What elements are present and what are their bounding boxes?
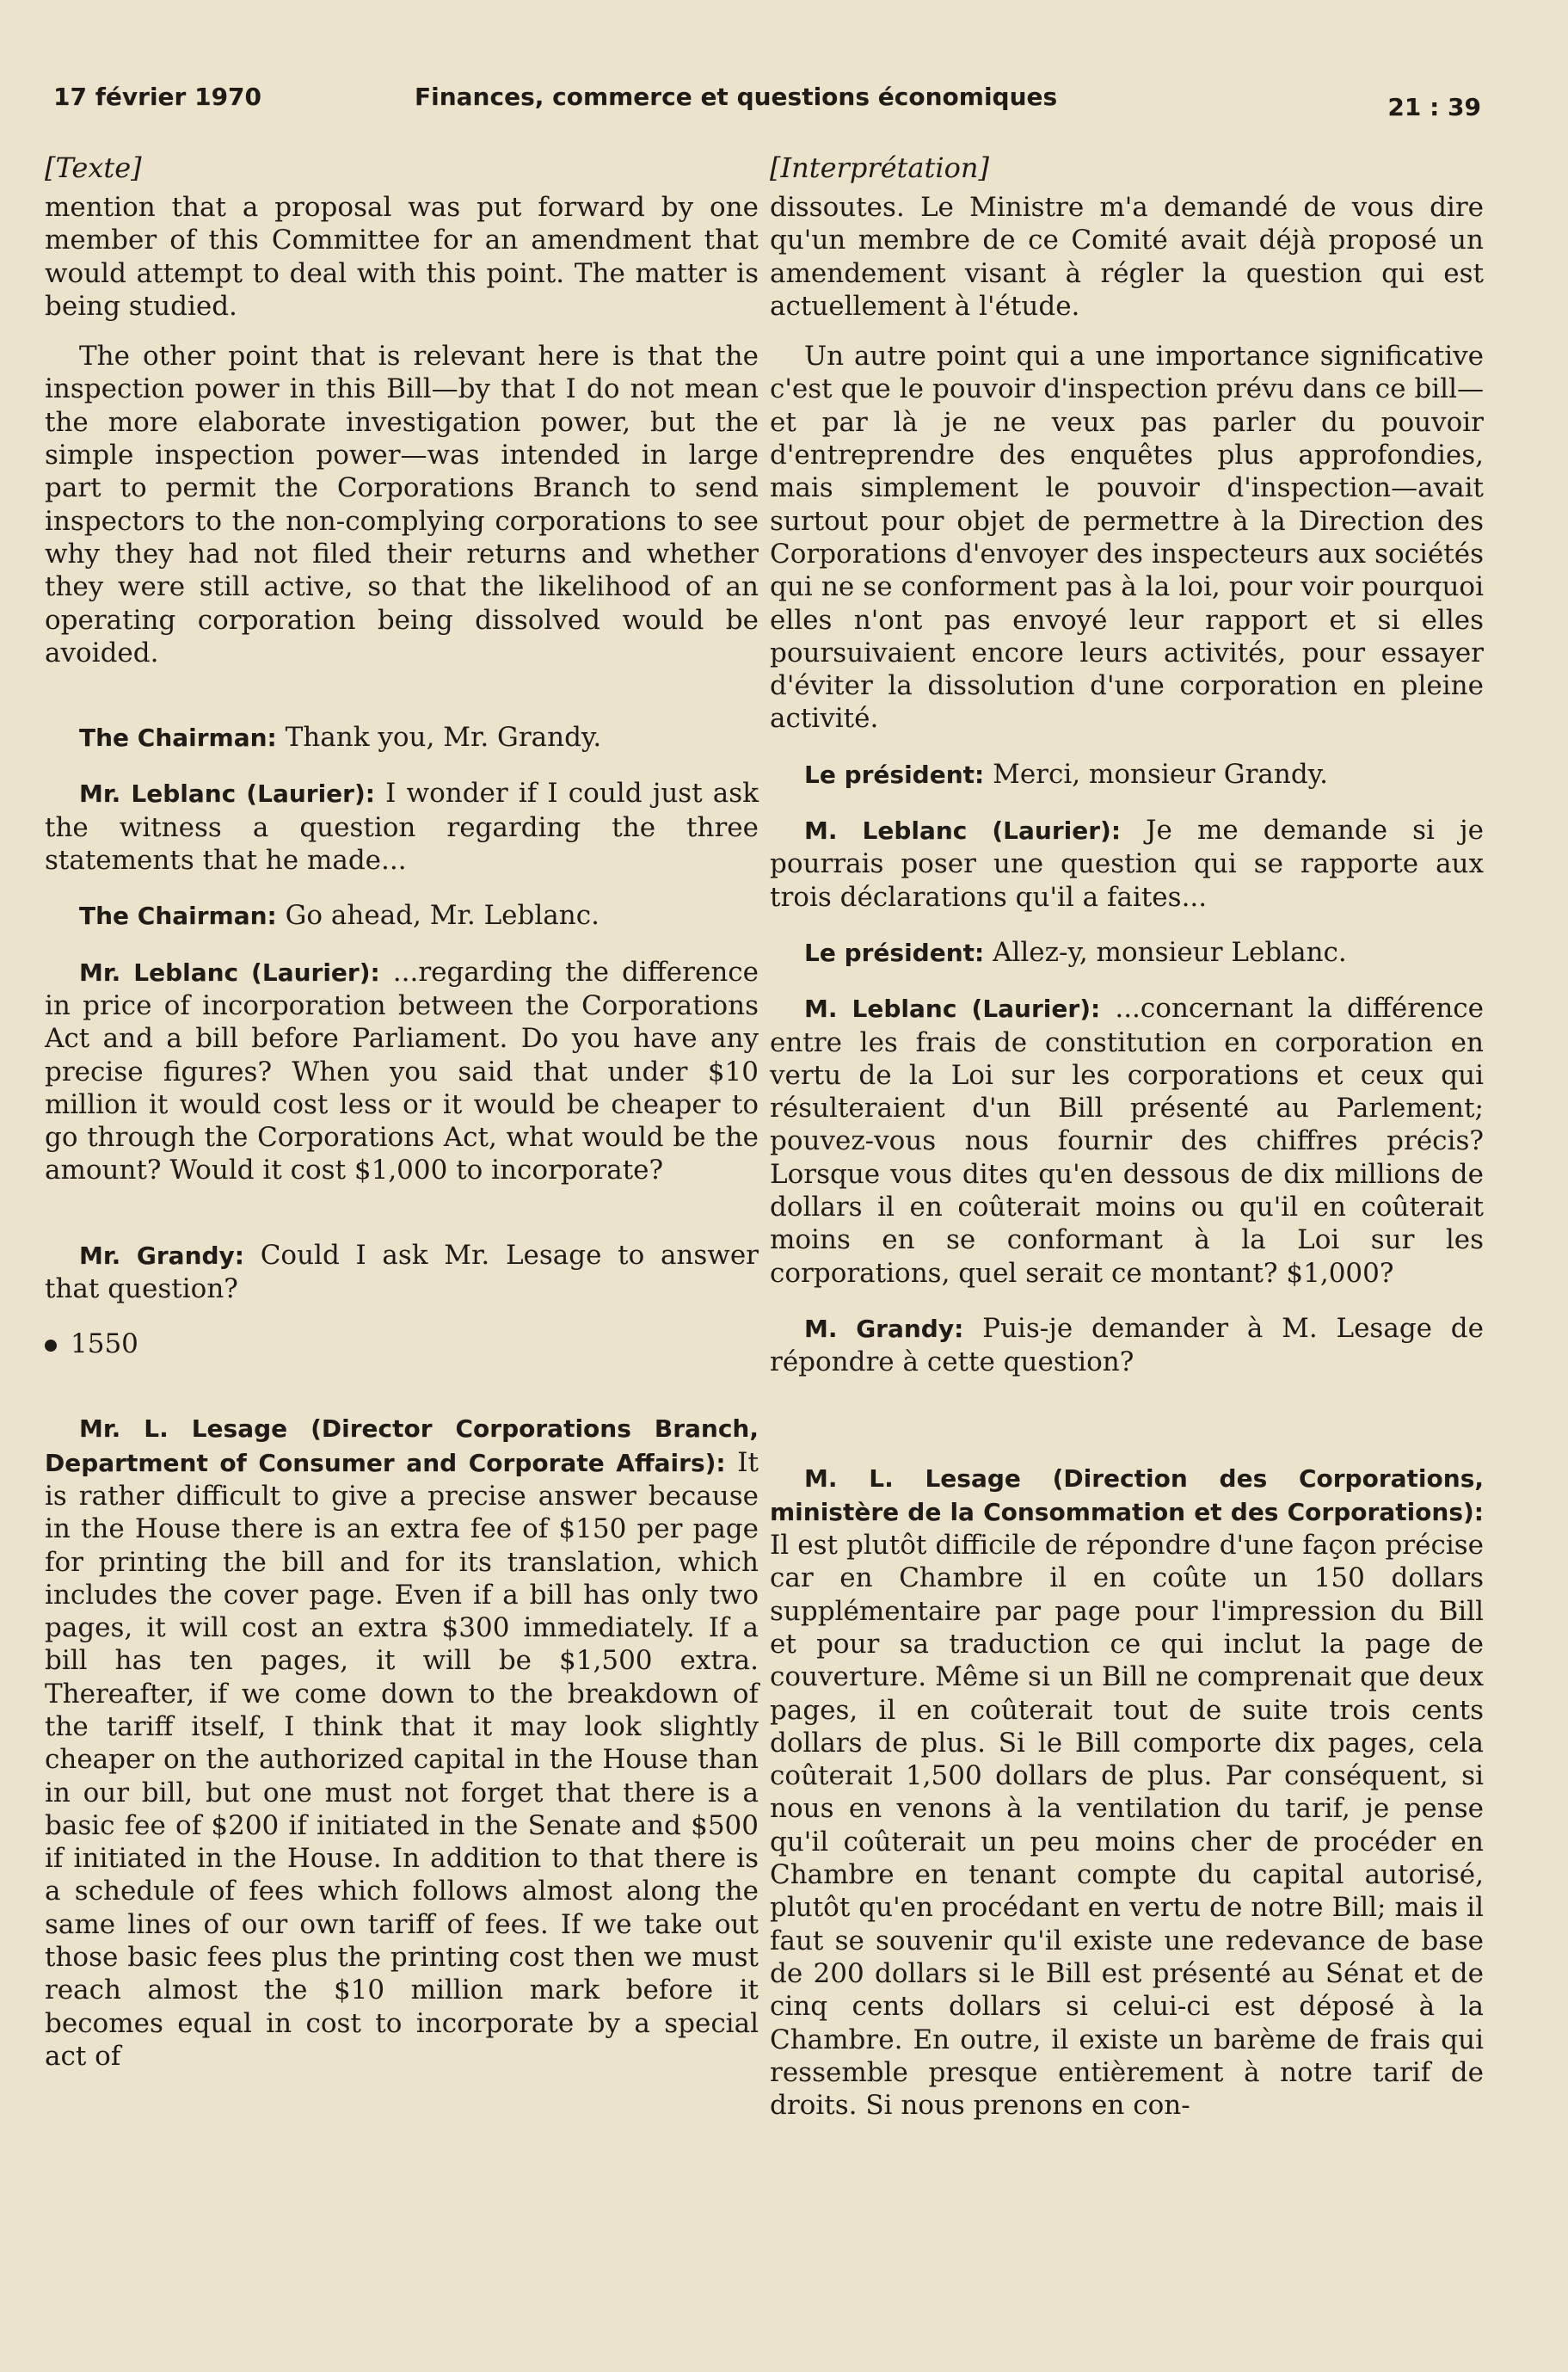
speech <box>770 814 1484 914</box>
speech <box>45 956 759 1187</box>
column-tag: [Texte] <box>45 151 142 184</box>
english-column <box>45 151 759 2073</box>
speech-text: Je me demande si je pourrais poser une question qui se rapporte aux trois déclarations qu'il a faites... <box>770 815 1484 913</box>
speech-text: Could I ask Mr. Lesage to answer that question? <box>45 1239 759 1305</box>
french-column <box>770 151 1484 2122</box>
speaker-name: M. Leblanc (Laurier): <box>804 995 1101 1024</box>
time-marker-text: 1550 <box>71 1328 138 1360</box>
speech-text: ...concernant la différence entre les frais de constitution en corporation en vertu de la Loi sur les corporations et ceux qui résulteraient d'un Bill présenté au Parlement; pouvez-vous nous fournir des chiffres précis? Lorsque vous dites qu'en dessous de dix millions de dollars il en coûterait moins ou qu'il en coûterait moins en se conformant à la Loi sur les corporations, quel serait ce montant? $1,000? <box>770 993 1484 1289</box>
speaker-name: The Chairman: <box>79 902 277 931</box>
speech-text: Allez-y, monsieur Leblanc. <box>984 936 1347 968</box>
speaker-name: Mr. Leblanc (Laurier): <box>79 779 375 809</box>
header-date: 17 février 1970 <box>53 83 262 111</box>
paragraph: The other point that is relevant here is that the inspection power in this Bill—by that I do not mean the more elaborate investigation power, but the simple inspection power—was intended in large part to permit the Corporations Branch to send inspectors to the non-complying corporations to see why they had not filed their returns and whether they were still active, so that the likelihood of an operating corporation being dissolved would be avoided. <box>45 341 759 668</box>
column-tag: [Interprétation] <box>770 151 989 184</box>
speech-text: Go ahead, Mr. Leblanc. <box>276 900 600 932</box>
speaker-name: Le président: <box>804 760 985 789</box>
speech <box>45 899 759 933</box>
paragraph: Un autre point qui a une importance significative c'est que le pouvoir d'inspection prévu dans ce bill—et par là je ne veux pas parler du pouvoir d'entreprendre des enquêtes plus approfondies, mais simplement le pouvoir d'inspection—avait surtout pour objet de permettre à la Direction des Corporations d'envoyer des inspecteurs aux sociétés qui ne se conforment pas à la loi, pour voir pourquoi elles n'ont pas envoyé leur rapport et si elles poursuivaient encore leurs activités, pour essayer d'éviter la dissolution d'une corporation en pleine activité. <box>770 341 1484 735</box>
speech-text: Puis-je demander à M. Lesage de répondre à cette question? <box>770 1312 1485 1378</box>
speaker-name: Le président: <box>804 938 985 967</box>
speech <box>45 721 759 755</box>
speech <box>770 992 1484 1290</box>
page-header <box>53 83 1481 134</box>
speech-text: I wonder if I could just ask the witness a question regarding the three statements that he made... <box>45 778 759 877</box>
speech <box>770 936 1484 970</box>
speaker-name: Mr. Leblanc (Laurier): <box>79 958 380 987</box>
speech <box>45 1412 759 2073</box>
speech-text: It is rather difficult to give a precise answer because in the House there is an extra fee of $150 per page for printing the bill and for its translation, which includes the cover page. Even if a bill has only two pages, it will cost an extra $300 immediately. If a bill has ten pages, it will be $1,500 extra. Thereafter, if we come down to the breakdown of the tariff itself, I think that it may look slightly cheaper on the authorized capital in the House than in our bill, but one must not forget that there is a basic fee of $200 if initiated in the Senate and $500 if initiated in the House. In addition to that there is a schedule of fees which follows almost along the same lines of our own tariff of fees. If we take out those basic fees plus the printing cost then we must reach almost the $10 million mark before it becomes equal in cost to incorporate by a special act of <box>45 1446 759 2072</box>
speaker-name: Mr. L. Lesage (Director Corporations Branch, Department of Consumer and Corporate Affairs): <box>45 1414 759 1477</box>
page-number: 21 : 39 <box>1387 93 1481 121</box>
speech-text: ...regarding the difference in price of incorporation between the Corporations Act and a bill before Parliament. Do you have any precise figures? When you said that under $10 million it would cost less or it would be cheaper to go through the Corporations Act, what would be the amount? Would it cost $1,000 to incorporate? <box>45 956 759 1186</box>
speech <box>770 758 1484 792</box>
time-marker <box>45 1328 759 1360</box>
speech <box>45 777 759 877</box>
paragraph: mention that a proposal was put forward by one member of this Committee for an amendment that would attempt to deal with this point. The matter is being studied. <box>45 192 759 322</box>
speaker-name: M. Grandy: <box>804 1314 964 1343</box>
paragraph: dissoutes. Le Ministre m'a demandé de vous dire qu'un membre de ce Comité avait déjà proposé un amendement visant à régler la question qui est actuellement à l'étude. <box>770 192 1484 322</box>
speech <box>45 1239 759 1306</box>
speaker-name: M. L. Lesage (Direction des Corporations, ministère de la Consommation et des Corporations): <box>770 1463 1484 1526</box>
speech-text: Thank you, Mr. Grandy. <box>276 722 602 754</box>
bullet-icon <box>45 1340 57 1352</box>
speech-text: Merci, monsieur Grandy. <box>984 758 1328 790</box>
speaker-name: Mr. Grandy: <box>79 1241 245 1270</box>
speech <box>770 1312 1484 1379</box>
speaker-name: M. Leblanc (Laurier): <box>804 816 1122 846</box>
header-title: Finances, commerce et questions économiques <box>415 83 1058 111</box>
speech <box>770 1462 1484 2122</box>
speaker-name: The Chairman: <box>79 724 277 753</box>
speech-text: Il est plutôt difficile de répondre d'une façon précise car en Chambre il en coûte un 150 dollars supplémentaire par page pour l'impression du Bill et pour sa traduction ce qui inclut la page de couverture. Même si un Bill ne comprenait que deux pages, il en coûterait tout de suite trois cents dollars de plus. Si le Bill comporte dix pages, cela coûterait 1,500 dollars de plus. Par conséquent, si nous en venons à la ventilation du tarif, je pense qu'il coûterait un peu moins cher de procéder en Chambre en tenant compte du capital autorisé, plutôt qu'en procédant en vertu de notre Bill; mais il faut se souvenir qu'il existe une redevance de base de 200 dollars si le Bill est présenté au Sénat et de cinq cents dollars si celui-ci est déposé à la Chambre. En outre, il existe un barème de frais qui ressemble presque entièrement à notre tarif de droits. Si nous prenons en con- <box>770 1530 1484 2122</box>
